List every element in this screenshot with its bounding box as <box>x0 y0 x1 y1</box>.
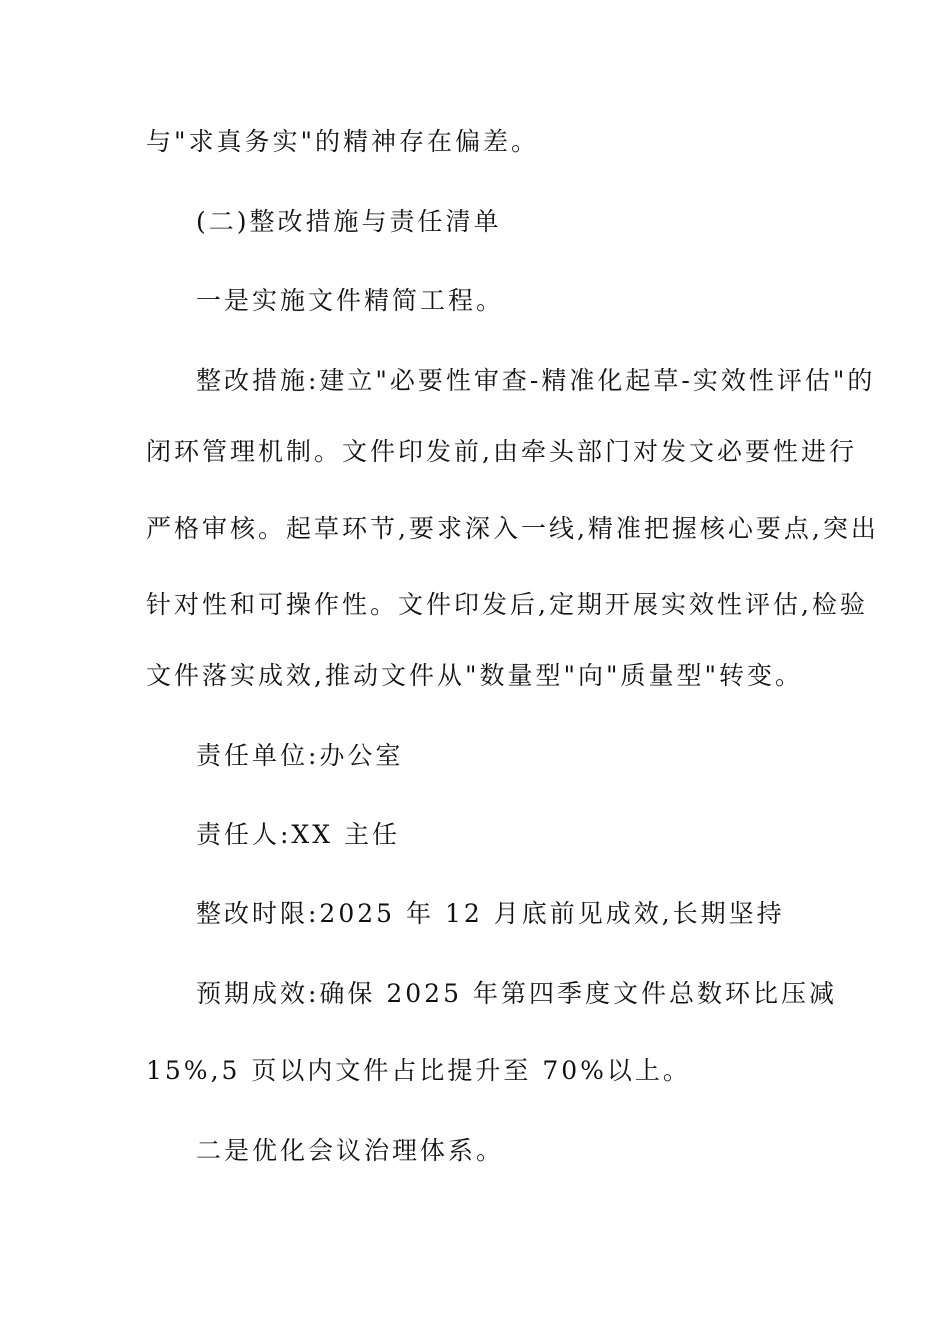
subsection-heading: 一是实施文件精简工程。 <box>196 286 505 315</box>
responsible-unit: 责任单位:办公室 <box>196 741 404 770</box>
measures-paragraph-line: 文件落实成效,推动文件从"数量型"向"质量型"转变。 <box>146 661 803 690</box>
subsection-heading: 二是优化会议治理体系。 <box>196 1136 505 1165</box>
expected-results-line: 预期成效:确保 2025 年第四季度文件总数环比压减 <box>196 979 837 1008</box>
measures-paragraph-line: 闭环管理机制。文件印发前,由牵头部门对发文必要性进行 <box>146 437 857 466</box>
rectification-deadline: 整改时限:2025 年 12 月底前见成效,长期坚持 <box>196 899 785 928</box>
paragraph-continuation: 与"求真务实"的精神存在偏差。 <box>146 127 539 156</box>
section-heading: (二)整改措施与责任清单 <box>196 207 502 236</box>
expected-results-line: 15%,5 页以内文件占比提升至 70%以上。 <box>146 1056 691 1085</box>
responsible-person: 责任人:XX 主任 <box>196 820 400 849</box>
measures-paragraph-line: 严格审核。起草环节,要求深入一线,精准把握核心要点,突出 <box>146 514 879 543</box>
measures-paragraph-line: 针对性和可操作性。文件印发后,定期开展实效性评估,检验 <box>146 590 868 619</box>
measures-paragraph-line: 整改措施:建立"必要性审查-精准化起草-实效性评估"的 <box>196 366 876 395</box>
